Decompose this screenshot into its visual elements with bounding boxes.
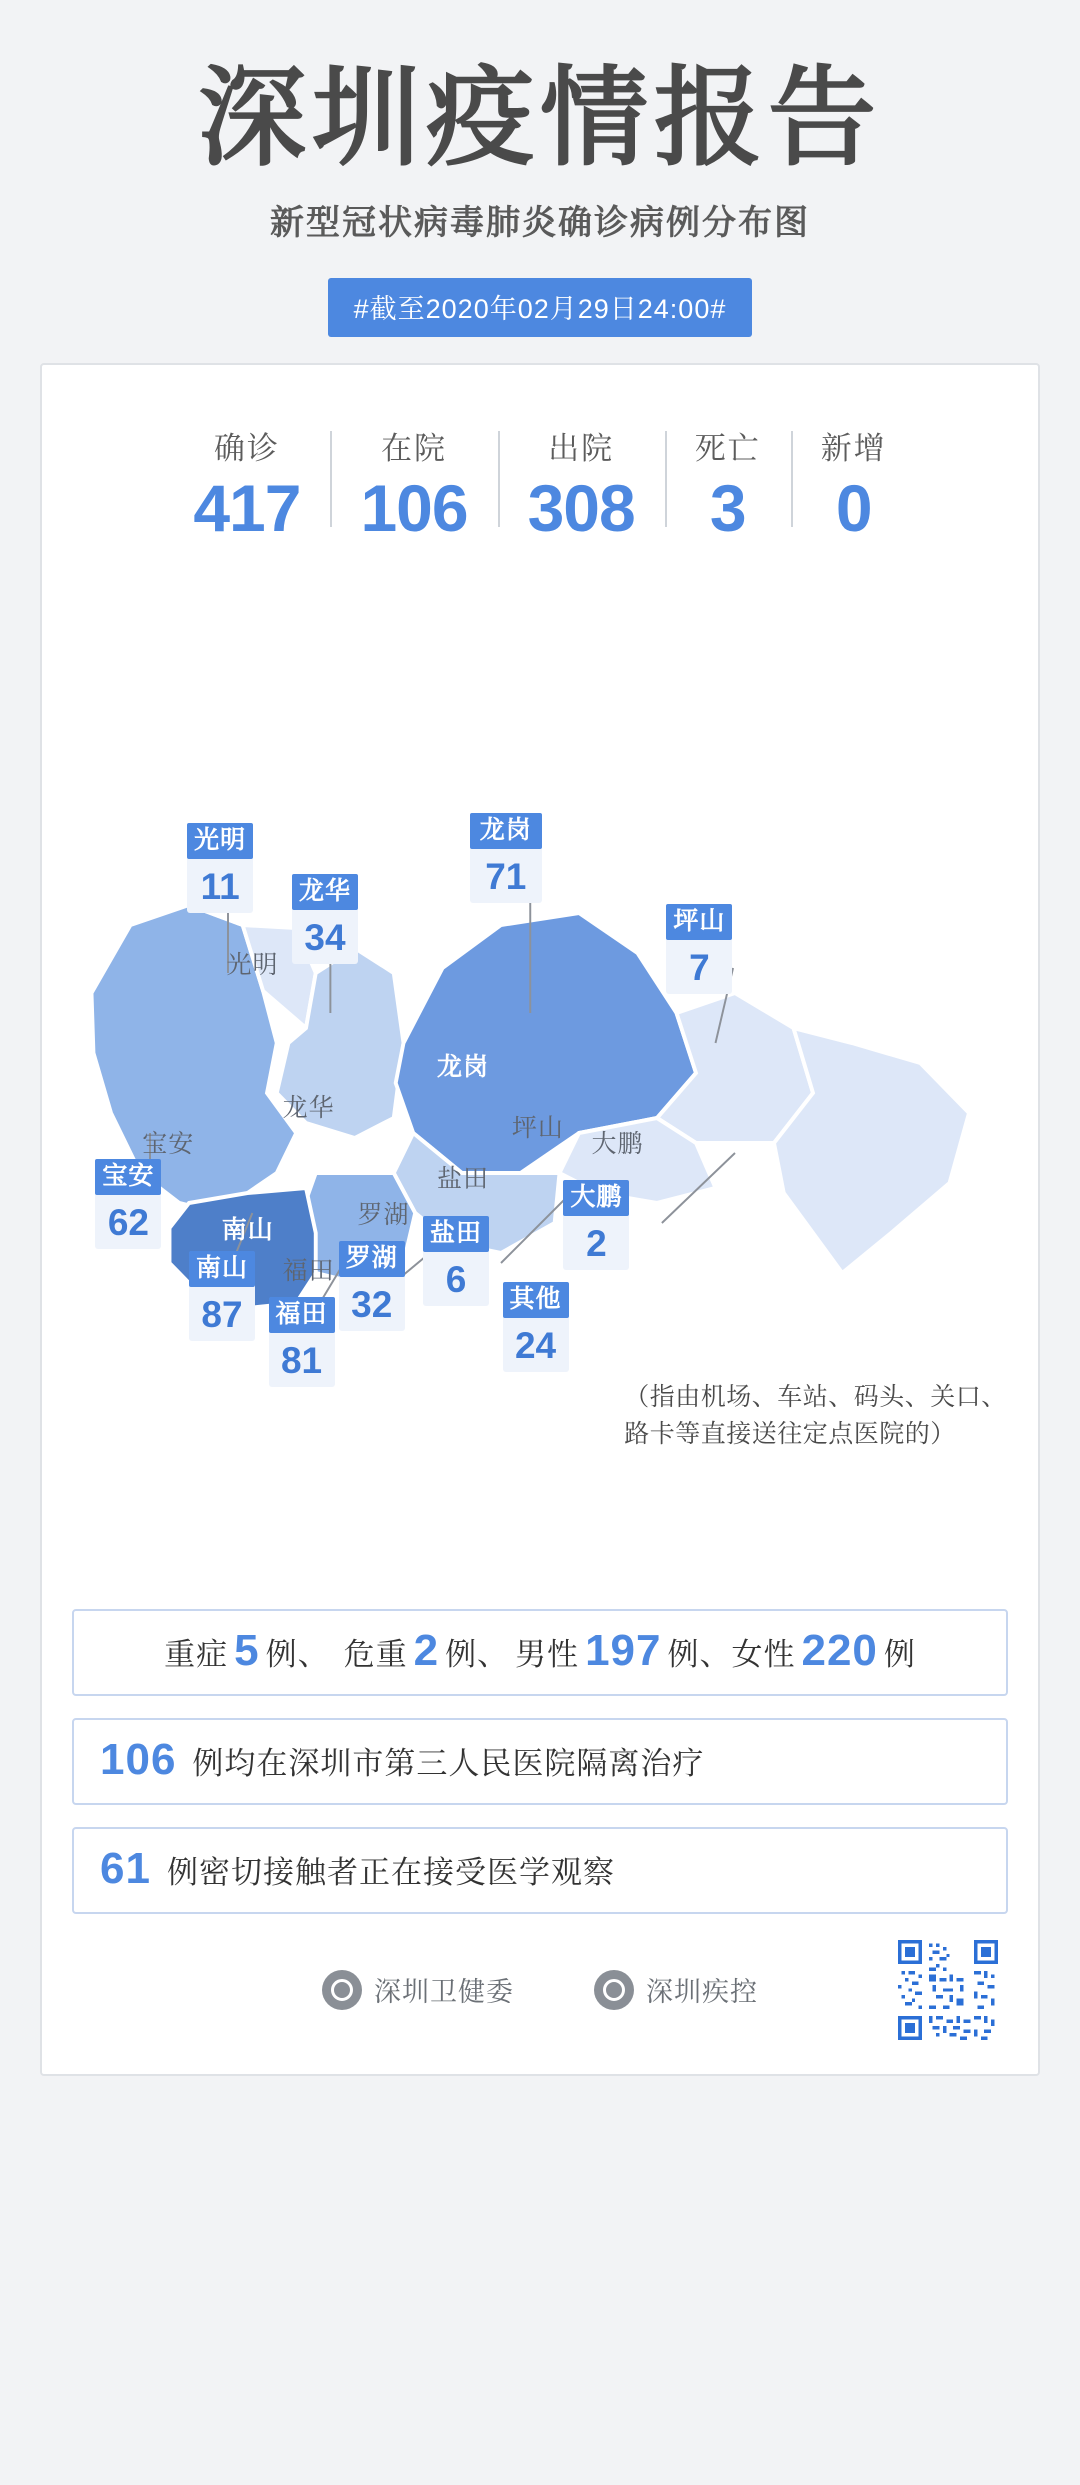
tag-baoan	[95, 1159, 161, 1249]
map-note-line1: （指由机场、车站、码头、关口、	[624, 1382, 1007, 1411]
map-label-pingshan: 坪山	[511, 1114, 564, 1143]
tag-longgang	[470, 813, 542, 903]
map-label-futian: 福田	[282, 1257, 335, 1286]
tag-value: 87	[201, 1294, 243, 1336]
footer	[72, 1940, 1008, 2040]
map-label-dapeng: 大鹏	[591, 1129, 644, 1158]
tag-luohu	[339, 1241, 405, 1331]
tag-value: 81	[280, 1340, 323, 1382]
region-shape-dapeng	[774, 1028, 969, 1273]
qr-code-icon[interactable]	[898, 1940, 998, 2040]
critical-count: 2	[413, 1625, 440, 1675]
stat-label: 确诊	[213, 430, 280, 466]
map-label-baoan: 宝安	[142, 1129, 195, 1158]
observation-text: 例密切接触者正在接受医学观察	[166, 1854, 615, 1890]
female-unit: 例	[883, 1636, 916, 1672]
map-area	[72, 573, 1008, 1593]
stat-label: 出院	[548, 430, 615, 466]
male-label: 男性	[515, 1636, 580, 1672]
tag-value: 7	[689, 947, 710, 989]
tag-name: 龙岗	[470, 813, 542, 849]
tag-longhua	[292, 874, 358, 964]
tag-dapeng	[563, 1180, 629, 1270]
tag-name: 罗湖	[339, 1241, 405, 1277]
seal-icon	[322, 1970, 362, 2010]
tag-value: 62	[107, 1202, 149, 1244]
stat-in-hospital	[330, 423, 497, 543]
severe-label: 重症	[164, 1636, 229, 1672]
summary-boxes	[72, 1609, 1008, 1914]
brand-weijianwei	[322, 1970, 514, 2010]
female-label: 女性	[731, 1636, 796, 1672]
stat-label: 死亡	[694, 430, 761, 466]
tag-name: 南山	[189, 1251, 255, 1287]
male-count: 197	[585, 1625, 662, 1675]
tag-futian	[269, 1297, 335, 1387]
tag-guangming	[187, 823, 253, 913]
map-label-yantian: 盐田	[437, 1165, 490, 1194]
map-label-longhua: 龙华	[282, 1094, 335, 1123]
summary-observation	[72, 1827, 1008, 1914]
tag-name: 宝安	[95, 1159, 161, 1195]
tag-value: 2	[586, 1222, 607, 1264]
summary-severity	[72, 1609, 1008, 1696]
observation-count: 61	[100, 1843, 151, 1893]
stat-value: 106	[360, 470, 468, 545]
tag-name: 其他	[503, 1282, 569, 1318]
tag-value: 24	[514, 1324, 557, 1366]
map-note	[624, 1379, 1007, 1454]
main-card	[40, 363, 1040, 2076]
tag-other	[503, 1282, 569, 1372]
summary-isolation	[72, 1718, 1008, 1805]
tag-name: 龙华	[292, 874, 358, 910]
tag-value: 34	[304, 916, 346, 958]
isolation-count: 106	[100, 1734, 177, 1784]
tag-pingshan	[666, 904, 732, 994]
map-label-nanshan: 南山	[221, 1216, 274, 1245]
tag-yantian	[423, 1216, 489, 1306]
isolation-text: 例均在深圳市第三人民医院隔离治疗	[192, 1745, 705, 1781]
stat-value: 308	[527, 470, 635, 545]
male-unit: 例、	[667, 1636, 732, 1672]
brand-jikong	[594, 1970, 758, 2010]
date-badge: #截至2020年02月29日24:00#	[328, 278, 753, 337]
tag-name: 盐田	[423, 1216, 489, 1252]
map-label-longgang: 龙岗	[437, 1053, 490, 1082]
stat-new	[791, 423, 917, 543]
page-subtitle: 新型冠状病毒肺炎确诊病例分布图	[270, 203, 810, 242]
map-label-luohu: 罗湖	[357, 1201, 410, 1230]
tag-name: 坪山	[666, 904, 732, 940]
map-label-guangming: 光明	[226, 951, 279, 980]
critical-label: 危重	[343, 1636, 408, 1672]
severe-unit: 例、	[265, 1636, 330, 1672]
stat-label: 在院	[381, 430, 447, 466]
globe-icon	[594, 1970, 634, 2010]
tag-value: 32	[351, 1284, 393, 1326]
map-note-line2: 路卡等直接送往定点医院的）	[624, 1420, 956, 1449]
tag-name: 光明	[187, 823, 253, 859]
stat-discharged	[498, 423, 665, 543]
page-title: 深圳疫情报告	[197, 57, 882, 178]
stat-confirmed	[163, 423, 330, 543]
severe-count: 5	[234, 1625, 260, 1675]
tag-value: 11	[200, 865, 240, 907]
brand-label: 深圳卫健委	[374, 1977, 514, 2008]
stat-label: 新增	[820, 430, 887, 466]
female-count: 220	[801, 1625, 878, 1675]
tag-name: 大鹏	[563, 1180, 629, 1216]
tag-name: 福田	[269, 1297, 335, 1333]
stat-value: 0	[835, 470, 872, 545]
tag-value: 71	[485, 855, 527, 897]
stat-value: 417	[193, 470, 301, 545]
stat-value: 3	[709, 470, 746, 545]
brand-label: 深圳疾控	[646, 1977, 758, 2008]
stat-deaths	[665, 423, 791, 543]
stats-row	[72, 423, 1008, 543]
date-bar-wrap	[40, 278, 1040, 337]
tag-value: 6	[445, 1258, 467, 1300]
tag-nanshan	[189, 1251, 255, 1341]
critical-unit: 例、	[445, 1636, 510, 1672]
